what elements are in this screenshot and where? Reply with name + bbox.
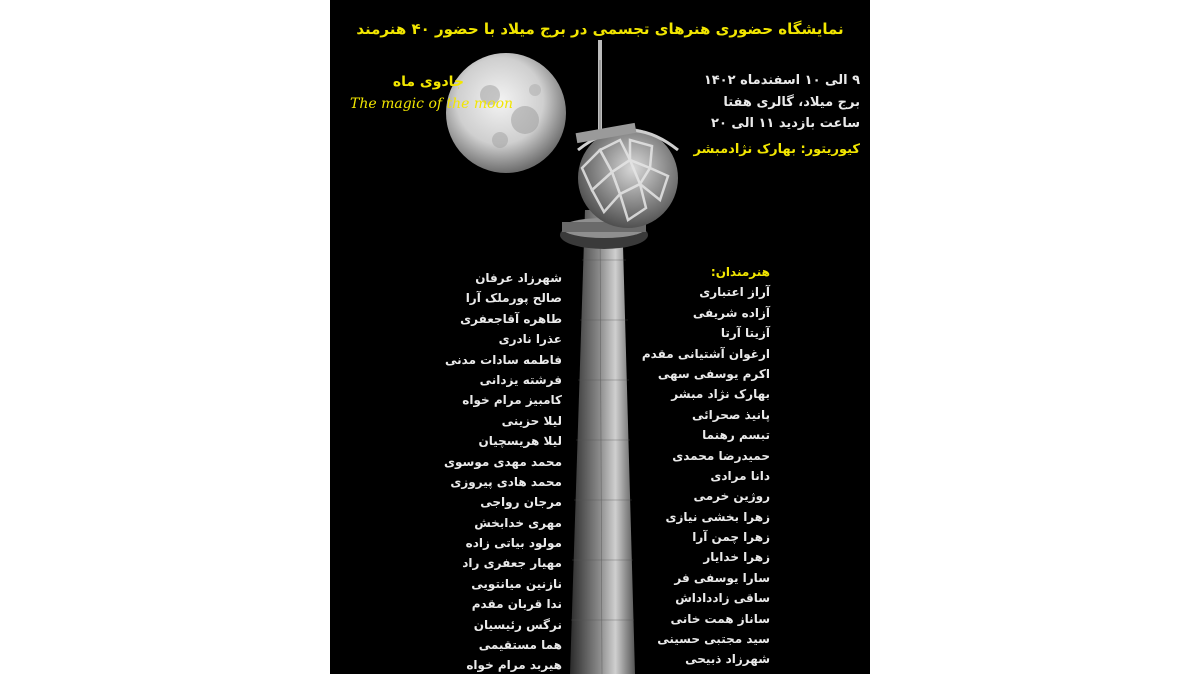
exhibition-info <box>670 70 860 160</box>
artist-name: بهارک نژاد مبشر <box>671 387 770 402</box>
artist-name: آزاده شریفی <box>692 305 770 320</box>
artist-name: محمد هادی پیروزی <box>450 474 562 489</box>
artist-name: محمد مهدی موسوی <box>444 454 562 469</box>
artists-list-right <box>642 262 770 670</box>
artists-list-left <box>444 268 562 674</box>
artist-name: فرشته یزدانی <box>479 372 562 387</box>
artist-name: فاطمه سادات مدنی <box>445 352 562 367</box>
artist-name: سید مجتبی حسینی <box>657 632 770 647</box>
moon-graphic <box>446 53 566 173</box>
moon-title-persian: جادوی ماه <box>392 74 464 90</box>
artist-name: تبسم رهنما <box>702 428 770 443</box>
exhibition-title: نمایشگاه حضوری هنرهای تجسمی در برج میلاد با حضور ۴۰ هنرمند <box>356 20 844 38</box>
artist-name: نازنین میانتویی <box>471 576 562 591</box>
artist-name: ساناز همت خانی <box>670 611 770 626</box>
artist-name: عذرا نادری <box>498 332 562 347</box>
artist-name: دانا مرادی <box>710 468 770 483</box>
visiting-hours: ساعت بازدید ۱۱ الی ۲۰ <box>711 116 860 131</box>
artist-name: آزیتا آرتا <box>720 326 770 341</box>
artist-name: مولود بیاتی زاده <box>465 536 562 551</box>
artist-name: آراز اعتباری <box>699 285 770 300</box>
artist-name: حمیدرضا محمدی <box>672 448 770 463</box>
curator: کیوریتور: بهارک نژادمبشر <box>693 141 860 157</box>
artist-name: زهرا چمن آرا <box>692 530 770 545</box>
artist-name: نرگس رئیسیان <box>473 617 562 632</box>
artist-name: شهرزاد ذبیحی <box>685 652 770 667</box>
artist-name: سارا یوسفی فر <box>674 570 770 585</box>
exhibition-venue: برج میلاد، گالری هفتا <box>723 94 860 110</box>
artist-name: پانیذ صحرائی <box>692 407 770 422</box>
artist-name: لیلا حزینی <box>501 413 562 428</box>
artist-name: ارغوان آشتیانی مقدم <box>641 346 770 361</box>
artist-name: مرجان رواجی <box>480 495 562 510</box>
artist-name: اکرم یوسفی سهی <box>657 366 770 381</box>
artist-name: هیربد مرام خواه <box>466 658 562 673</box>
artist-name: طاهره آقاجعفری <box>460 311 562 326</box>
moon-title-english: The magic of the moon <box>350 96 514 112</box>
exhibition-dates: ۹ الی ۱۰ اسفندماه ۱۴۰۲ <box>703 73 860 88</box>
artist-name: زهرا خدایار <box>703 550 770 565</box>
artist-name: ساقی زادداداش <box>675 591 770 606</box>
artist-name: کامبیز مرام خواه <box>462 393 562 408</box>
artist-name: لیلا هریسچیان <box>478 434 562 449</box>
artist-name: زهرا بخشی نیازی <box>665 509 770 524</box>
artist-name: هما مستقیمی <box>478 638 562 653</box>
artist-name: صالح پورملک آرا <box>465 291 562 306</box>
exhibition-poster <box>330 0 870 674</box>
artist-name: روژین خرمی <box>693 489 770 504</box>
artists-heading: هنرمندان: <box>710 265 770 279</box>
artist-name: مهیار جعفری راد <box>462 556 562 571</box>
artist-name: شهرزاد عرفان <box>475 271 562 285</box>
artist-name: مهری خدابخش <box>474 515 562 530</box>
artist-name: ندا قربان مقدم <box>471 597 562 612</box>
